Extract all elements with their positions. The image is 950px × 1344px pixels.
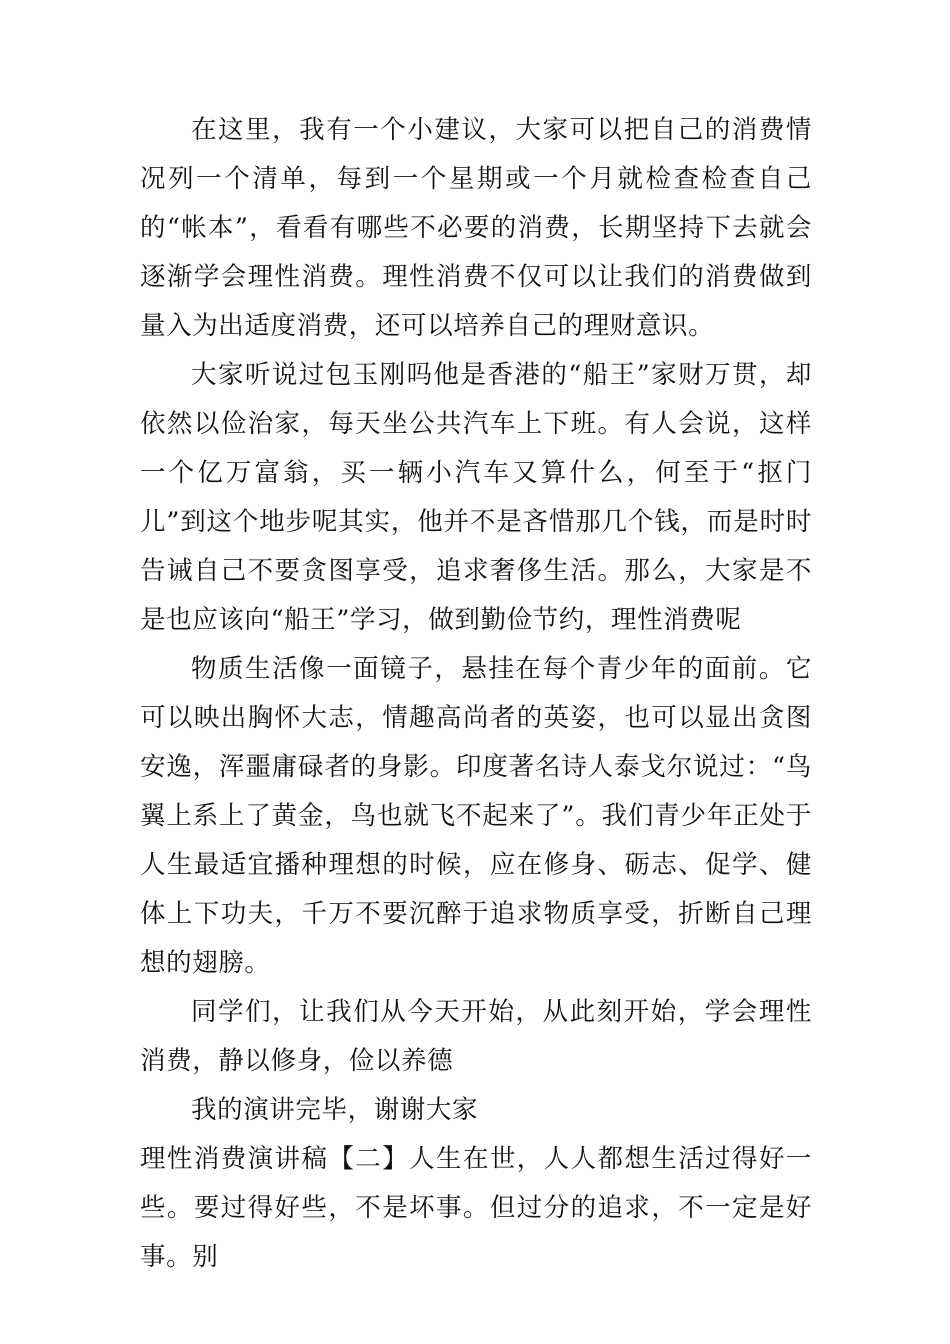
document-page [140, 106, 812, 1282]
paragraph-material-life: 物质生活像一面镜子，悬挂在每个青少年的面前。它可以映出胸怀大志，情趣高尚者的英姿，也可以显出贪图安逸，浑噩庸碌者的身影。印度著名诗人泰戈尔说过：“鸟翼上系上了黄金，鸟也就飞不起来了”。我们青少年正处于人生最适宜播种理想的时候，应在修身、砺志、促学、健体上下功夫，千万不要沉醉于追求物质享受，折断自己理想的翅膀。 [140, 654, 812, 978]
paragraph-call-to-action: 同学们，让我们从今天开始，从此刻开始，学会理性消费，静以修身，俭以养德 [140, 997, 812, 1076]
paragraph-speech-two-start: 理性消费演讲稿【二】人生在世，人人都想生活过得好一些。要过得好些，不是坏事。但过分的追求，不一定是好事。别 [140, 1144, 812, 1272]
paragraph-closing: 我的演讲完毕，谢谢大家 [191, 1095, 479, 1125]
paragraph-saving-advice: 在这里，我有一个小建议，大家可以把自己的消费情况列一个清单，每到一个星期或一个月就检查检查自己的“帐本”，看看有哪些不必要的消费，长期坚持下去就会逐渐学会理性消费。理性消费不仅可以让我们的消费做到量入为出适度消费，还可以培养自己的理财意识。 [140, 115, 812, 341]
paragraph-ship-king: 大家听说过包玉刚吗他是香港的“船王”家财万贯，却依然以俭治家，每天坐公共汽车上下班。有人会说，这样一个亿万富翁，买一辆小汽车又算什么，何至于“抠门儿”到这个地步呢其实，他并不是吝惜那几个钱，而是时时告诫自己不要贪图享受，追求奢侈生活。那么，大家是不是也应该向“船王”学习，做到勤俭节约，理性消费呢 [140, 360, 813, 635]
